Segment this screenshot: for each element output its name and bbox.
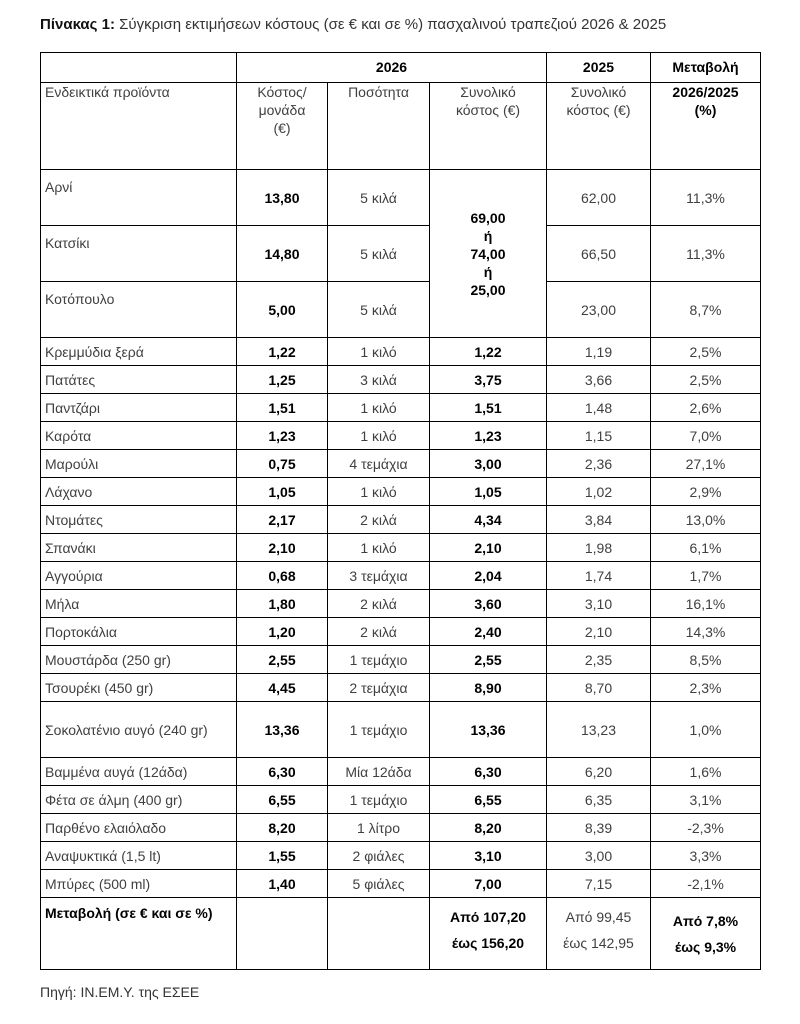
change-percent: 1,6% bbox=[651, 758, 761, 786]
total-2026: 2,04 bbox=[430, 562, 547, 590]
header-quantity: Ποσότητα bbox=[328, 83, 430, 170]
product-name: Μπύρες (500 ml) bbox=[41, 870, 237, 898]
header-year-2025: 2025 bbox=[547, 53, 651, 83]
total-2026: 7,00 bbox=[430, 870, 547, 898]
total-2025: 1,48 bbox=[547, 394, 651, 422]
total-2025: 2,35 bbox=[547, 646, 651, 674]
total-2025: 7,15 bbox=[547, 870, 651, 898]
product-name: Ντομάτες bbox=[41, 506, 237, 534]
total-2025: 3,66 bbox=[547, 366, 651, 394]
product-name: Παρθένο ελαιόλαδο bbox=[41, 814, 237, 842]
unit-cost: 13,36 bbox=[237, 702, 328, 758]
header-unit-cost-line-2: μονάδα bbox=[258, 102, 306, 118]
header-blank bbox=[41, 53, 237, 83]
product-name: Πορτοκάλια bbox=[41, 618, 237, 646]
total-2025: 1,15 bbox=[547, 422, 651, 450]
meat-total-or-1: ή bbox=[483, 227, 493, 244]
product-name: Αγγούρια bbox=[41, 562, 237, 590]
total-2026: 8,90 bbox=[430, 674, 547, 702]
unit-cost: 6,30 bbox=[237, 758, 328, 786]
product-name: Σοκολατένιο αυγό (240 gr) bbox=[41, 702, 237, 758]
quantity: 3 τεμάχια bbox=[328, 562, 430, 590]
product-name: Καρότα bbox=[41, 422, 237, 450]
total-2025: 2,10 bbox=[547, 618, 651, 646]
header-year-2026: 2026 bbox=[237, 53, 547, 83]
unit-cost: 4,45 bbox=[237, 674, 328, 702]
header-change-title: Μεταβολή bbox=[651, 53, 761, 83]
total-2025: 13,23 bbox=[547, 702, 651, 758]
product-name: Πατάτες bbox=[41, 366, 237, 394]
unit-cost: 13,80 bbox=[237, 170, 328, 226]
quantity: 1 κιλό bbox=[328, 338, 430, 366]
total-2026: 3,10 bbox=[430, 842, 547, 870]
unit-cost: 2,10 bbox=[237, 534, 328, 562]
change-percent: -2,1% bbox=[651, 870, 761, 898]
total-2026: 2,55 bbox=[430, 646, 547, 674]
summary-total-2026-from: Από 107,20 bbox=[449, 909, 527, 925]
unit-cost: 2,55 bbox=[237, 646, 328, 674]
product-name: Σπανάκι bbox=[41, 534, 237, 562]
summary-row bbox=[41, 898, 761, 970]
table-row bbox=[41, 814, 761, 842]
table-row bbox=[41, 562, 761, 590]
change-percent: 14,3% bbox=[651, 618, 761, 646]
total-2026: 2,10 bbox=[430, 534, 547, 562]
change-percent: 8,5% bbox=[651, 646, 761, 674]
quantity: 1 λίτρο bbox=[328, 814, 430, 842]
total-2026: 13,36 bbox=[430, 702, 547, 758]
table-row bbox=[41, 450, 761, 478]
quantity: 1 κιλό bbox=[328, 422, 430, 450]
quantity: 2 κιλά bbox=[328, 506, 430, 534]
total-2025: 1,98 bbox=[547, 534, 651, 562]
total-2025: 3,84 bbox=[547, 506, 651, 534]
table-caption bbox=[40, 16, 666, 33]
quantity: 2 κιλά bbox=[328, 590, 430, 618]
table-row bbox=[41, 282, 761, 338]
table-row bbox=[41, 170, 761, 226]
product-name: Μαρούλι bbox=[41, 450, 237, 478]
table-row bbox=[41, 842, 761, 870]
header-total-2026 bbox=[430, 83, 547, 170]
quantity: 4 τεμάχια bbox=[328, 450, 430, 478]
change-percent: 6,1% bbox=[651, 534, 761, 562]
meat-total-or-2: ή bbox=[483, 263, 493, 280]
table-row bbox=[41, 366, 761, 394]
change-percent: 1,7% bbox=[651, 562, 761, 590]
unit-cost: 1,55 bbox=[237, 842, 328, 870]
change-percent: 2,5% bbox=[651, 338, 761, 366]
unit-cost: 1,22 bbox=[237, 338, 328, 366]
unit-cost: 1,23 bbox=[237, 422, 328, 450]
table-row bbox=[41, 422, 761, 450]
change-percent: 11,3% bbox=[651, 170, 761, 226]
header-total-2025-line-2: κόστος (€) bbox=[566, 102, 631, 118]
quantity: 1 κιλό bbox=[328, 478, 430, 506]
total-2026: 6,30 bbox=[430, 758, 547, 786]
header-total-2025 bbox=[547, 83, 651, 170]
quantity: 1 κιλό bbox=[328, 394, 430, 422]
change-percent: 2,5% bbox=[651, 366, 761, 394]
product-name: Κατσίκι bbox=[41, 226, 237, 282]
total-2025: 62,00 bbox=[547, 170, 651, 226]
quantity: 1 τεμάχιο bbox=[328, 646, 430, 674]
quantity: 1 τεμάχιο bbox=[328, 786, 430, 814]
meat-total-lamb: 69,00 bbox=[470, 209, 506, 226]
unit-cost: 1,20 bbox=[237, 618, 328, 646]
total-2026: 3,60 bbox=[430, 590, 547, 618]
total-2025: 1,02 bbox=[547, 478, 651, 506]
product-name: Λάχανο bbox=[41, 478, 237, 506]
unit-cost: 1,05 bbox=[237, 478, 328, 506]
change-percent: 3,1% bbox=[651, 786, 761, 814]
total-2026: 1,51 bbox=[430, 394, 547, 422]
total-2025: 8,39 bbox=[547, 814, 651, 842]
summary-total-2026 bbox=[430, 898, 547, 970]
total-2026: 1,22 bbox=[430, 338, 547, 366]
cost-comparison-table bbox=[40, 52, 761, 970]
total-2025: 1,19 bbox=[547, 338, 651, 366]
header-unit-cost-line-1: Κόστος/ bbox=[257, 84, 307, 100]
product-name: Κρεμμύδια ξερά bbox=[41, 338, 237, 366]
unit-cost: 6,55 bbox=[237, 786, 328, 814]
change-percent: 2,6% bbox=[651, 394, 761, 422]
quantity: 2 φιάλες bbox=[328, 842, 430, 870]
change-percent: 27,1% bbox=[651, 450, 761, 478]
product-name: Αναψυκτικά (1,5 lt) bbox=[41, 842, 237, 870]
quantity: 5 φιάλες bbox=[328, 870, 430, 898]
unit-cost: 5,00 bbox=[237, 282, 328, 338]
product-name: Τσουρέκι (450 gr) bbox=[41, 674, 237, 702]
header-products: Ενδεικτικά προϊόντα bbox=[41, 83, 237, 170]
total-2025: 8,70 bbox=[547, 674, 651, 702]
total-2026: 1,05 bbox=[430, 478, 547, 506]
table-row bbox=[41, 338, 761, 366]
quantity: 2 τεμάχια bbox=[328, 674, 430, 702]
table-row bbox=[41, 534, 761, 562]
caption-text: Σύγκριση εκτιμήσεων κόστους (σε € και σε %) πασχαλινού τραπεζιού 2026 & 2025 bbox=[119, 16, 667, 33]
total-2026: 6,55 bbox=[430, 786, 547, 814]
unit-cost: 1,25 bbox=[237, 366, 328, 394]
summary-total-2026-to: έως 156,20 bbox=[451, 935, 525, 951]
meat-total-goat: 74,00 bbox=[470, 245, 506, 262]
summary-label: Μεταβολή (σε € και σε %) bbox=[41, 898, 237, 970]
change-percent: 1,0% bbox=[651, 702, 761, 758]
product-name: Αρνί bbox=[41, 170, 237, 226]
change-percent: 2,9% bbox=[651, 478, 761, 506]
total-2025: 66,50 bbox=[547, 226, 651, 282]
unit-cost: 1,80 bbox=[237, 590, 328, 618]
unit-cost: 14,80 bbox=[237, 226, 328, 282]
table-row bbox=[41, 702, 761, 758]
table-row bbox=[41, 506, 761, 534]
summary-change bbox=[651, 898, 761, 970]
table-row bbox=[41, 674, 761, 702]
header-total-2026-line-2: κόστος (€) bbox=[455, 102, 521, 118]
total-2025: 1,74 bbox=[547, 562, 651, 590]
unit-cost: 0,75 bbox=[237, 450, 328, 478]
product-name: Κοτόπουλο bbox=[41, 282, 237, 338]
total-2025: 6,20 bbox=[547, 758, 651, 786]
table-row bbox=[41, 618, 761, 646]
unit-cost: 0,68 bbox=[237, 562, 328, 590]
quantity: 5 κιλά bbox=[328, 226, 430, 282]
unit-cost: 2,17 bbox=[237, 506, 328, 534]
table-row bbox=[41, 394, 761, 422]
meat-total-2026 bbox=[430, 170, 547, 338]
quantity: 5 κιλά bbox=[328, 282, 430, 338]
quantity: 1 κιλό bbox=[328, 534, 430, 562]
table-row bbox=[41, 478, 761, 506]
summary-total-2025-from: Από 99,45 bbox=[565, 909, 632, 925]
total-2026: 3,00 bbox=[430, 450, 547, 478]
table-row bbox=[41, 226, 761, 282]
total-2025: 3,10 bbox=[547, 590, 651, 618]
total-2026: 8,20 bbox=[430, 814, 547, 842]
product-name: Μήλα bbox=[41, 590, 237, 618]
total-2026: 2,40 bbox=[430, 618, 547, 646]
unit-cost: 1,51 bbox=[237, 394, 328, 422]
source-note: Πηγή: ΙΝ.ΕΜ.Υ. της ΕΣΕΕ bbox=[40, 984, 200, 1000]
total-2026: 1,23 bbox=[430, 422, 547, 450]
summary-empty-quantity bbox=[328, 898, 430, 970]
quantity: 5 κιλά bbox=[328, 170, 430, 226]
summary-total-2025-to: έως 142,95 bbox=[563, 935, 634, 951]
total-2025: 6,35 bbox=[547, 786, 651, 814]
table-row bbox=[41, 870, 761, 898]
change-percent: 2,3% bbox=[651, 674, 761, 702]
total-2026: 3,75 bbox=[430, 366, 547, 394]
change-percent: 3,3% bbox=[651, 842, 761, 870]
change-percent: 16,1% bbox=[651, 590, 761, 618]
total-2025: 2,36 bbox=[547, 450, 651, 478]
table-row bbox=[41, 786, 761, 814]
change-percent: -2,3% bbox=[651, 814, 761, 842]
quantity: 3 κιλά bbox=[328, 366, 430, 394]
summary-change-from: Από 7,8% bbox=[672, 912, 739, 929]
header-unit-cost-line-3: (€) bbox=[273, 120, 291, 136]
change-percent: 11,3% bbox=[651, 226, 761, 282]
summary-change-to: έως 9,3% bbox=[674, 938, 737, 955]
quantity: Μία 12άδα bbox=[328, 758, 430, 786]
header-change-period: 2026/2025 bbox=[672, 84, 739, 100]
header-total-2025-line-1: Συνολικό bbox=[570, 84, 627, 100]
table-row bbox=[41, 590, 761, 618]
change-percent: 13,0% bbox=[651, 506, 761, 534]
header-unit-cost bbox=[237, 83, 328, 170]
unit-cost: 8,20 bbox=[237, 814, 328, 842]
product-name: Παντζάρι bbox=[41, 394, 237, 422]
header-change bbox=[651, 83, 761, 170]
caption-label: Πίνακας 1: bbox=[40, 16, 115, 33]
change-percent: 7,0% bbox=[651, 422, 761, 450]
header-change-unit: (%) bbox=[694, 102, 717, 118]
change-percent: 8,7% bbox=[651, 282, 761, 338]
summary-total-2025 bbox=[547, 898, 651, 970]
product-name: Μουστάρδα (250 gr) bbox=[41, 646, 237, 674]
summary-empty-unit bbox=[237, 898, 328, 970]
table-row bbox=[41, 758, 761, 786]
product-name: Βαμμένα αυγά (12άδα) bbox=[41, 758, 237, 786]
unit-cost: 1,40 bbox=[237, 870, 328, 898]
header-total-2026-line-1: Συνολικό bbox=[460, 84, 516, 100]
total-2026: 4,34 bbox=[430, 506, 547, 534]
quantity: 2 κιλά bbox=[328, 618, 430, 646]
meat-total-chicken: 25,00 bbox=[470, 281, 506, 298]
product-name: Φέτα σε άλμη (400 gr) bbox=[41, 786, 237, 814]
table-row bbox=[41, 646, 761, 674]
quantity: 1 τεμάχιο bbox=[328, 702, 430, 758]
total-2025: 3,00 bbox=[547, 842, 651, 870]
total-2025: 23,00 bbox=[547, 282, 651, 338]
